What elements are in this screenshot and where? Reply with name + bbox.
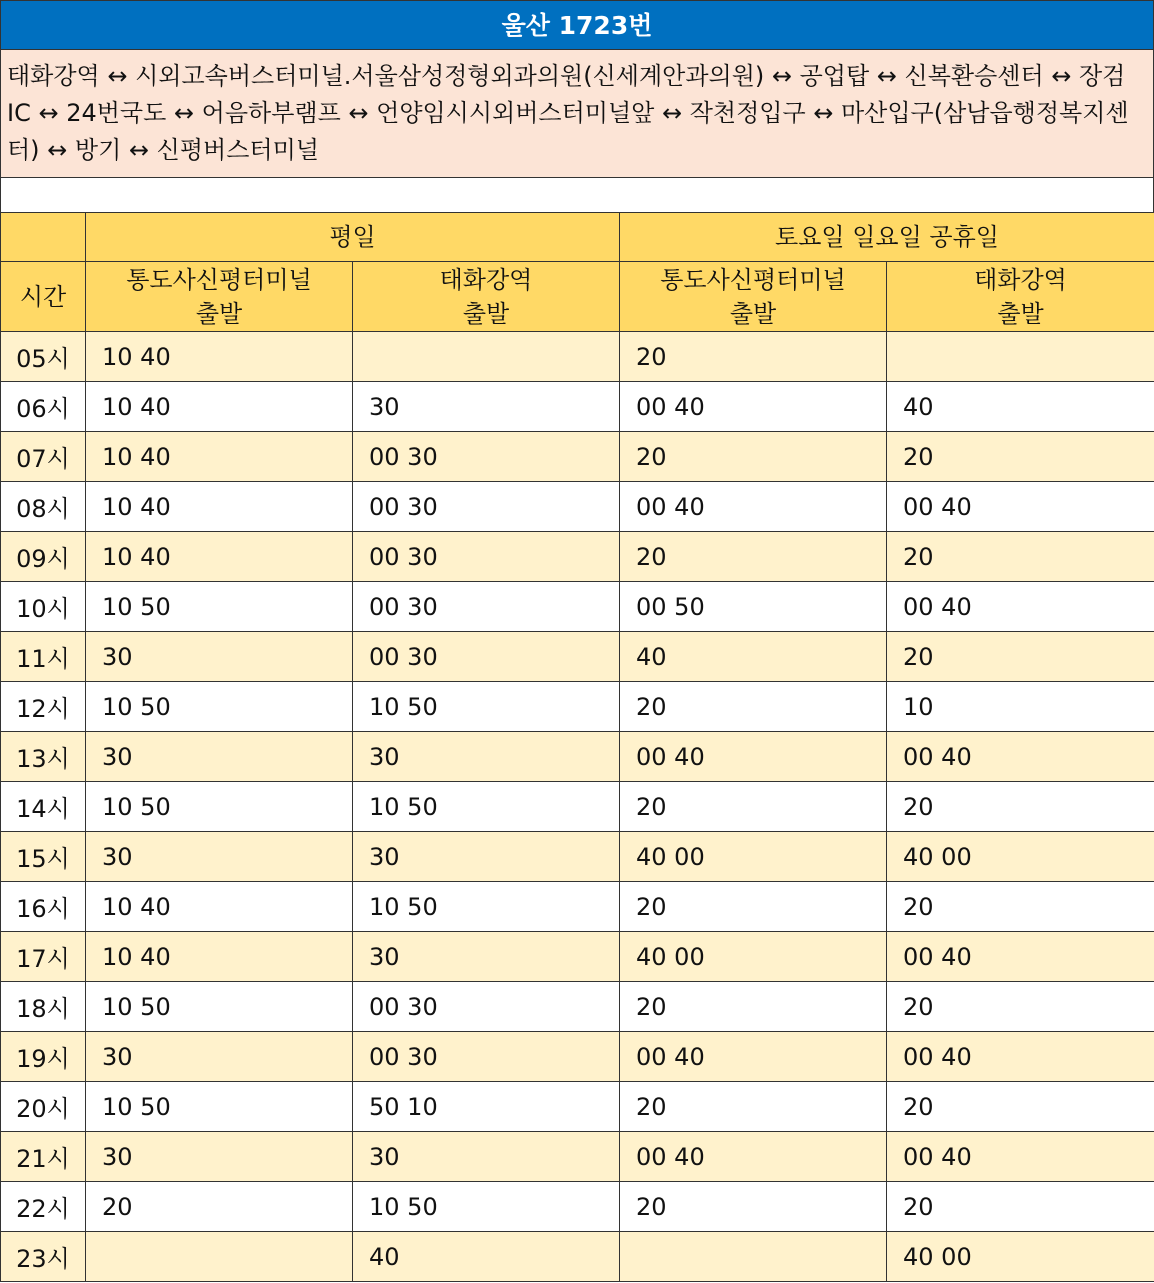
weekend-from-tongdosa-cell: 20 — [620, 432, 887, 482]
weekend-from-tongdosa-cell: 00 40 — [620, 482, 887, 532]
weekday-from-taehwagang-cell: 00 30 — [353, 432, 620, 482]
weekday-from-tongdosa-cell: 10 50 — [86, 682, 353, 732]
hour-cell: 11시 — [1, 632, 86, 682]
weekday-from-taehwagang-cell: 00 30 — [353, 632, 620, 682]
table-row — [1, 382, 1154, 432]
weekend-from-taehwagang-cell: 20 — [887, 632, 1154, 682]
weekday-from-taehwagang-cell: 00 30 — [353, 482, 620, 532]
weekend-from-taehwagang-cell: 00 40 — [887, 932, 1154, 982]
weekend-from-tongdosa-cell: 00 40 — [620, 382, 887, 432]
weekday-from-taehwagang-cell: 00 30 — [353, 1032, 620, 1082]
weekend-from-tongdosa-cell: 20 — [620, 1082, 887, 1132]
weekday-from-tongdosa-cell: 10 50 — [86, 982, 353, 1032]
weekday-from-taehwagang-cell: 50 10 — [353, 1082, 620, 1132]
hour-cell: 07시 — [1, 432, 86, 482]
weekend-from-taehwagang-cell: 20 — [887, 432, 1154, 482]
weekend-from-taehwagang-cell: 20 — [887, 882, 1154, 932]
weekday-from-taehwagang-cell: 00 30 — [353, 532, 620, 582]
weekend-from-taehwagang-cell: 40 00 — [887, 1232, 1154, 1282]
table-row — [1, 1032, 1154, 1082]
header-line2: 출발 — [729, 299, 777, 328]
weekday-from-taehwagang-cell: 30 — [353, 932, 620, 982]
weekend-from-taehwagang-cell: 20 — [887, 1082, 1154, 1132]
hour-header: 시간 — [1, 262, 86, 332]
weekend-from-tongdosa-cell: 20 — [620, 332, 887, 382]
weekday-from-tongdosa-cell: 10 50 — [86, 582, 353, 632]
weekday-from-tongdosa-cell: 10 50 — [86, 782, 353, 832]
weekday-from-tongdosa-cell: 30 — [86, 1032, 353, 1082]
page-title: 울산 1723번 — [0, 0, 1154, 50]
hour-cell: 19시 — [1, 1032, 86, 1082]
hour-cell: 15시 — [1, 832, 86, 882]
weekend-from-taehwagang-cell: 00 40 — [887, 1032, 1154, 1082]
weekday-from-tongdosa-cell: 10 40 — [86, 332, 353, 382]
table-row — [1, 682, 1154, 732]
weekday-from-taehwagang-cell: 10 50 — [353, 1182, 620, 1232]
weekend-from-taehwagang-cell: 20 — [887, 982, 1154, 1032]
weekday-from-taehwagang-header — [353, 262, 620, 332]
weekday-from-tongdosa-cell: 10 40 — [86, 382, 353, 432]
table-row — [1, 732, 1154, 782]
weekend-from-taehwagang-cell — [887, 332, 1154, 382]
weekday-from-taehwagang-cell: 10 50 — [353, 682, 620, 732]
weekday-from-taehwagang-cell: 30 — [353, 1132, 620, 1182]
weekend-from-tongdosa-cell: 20 — [620, 1182, 887, 1232]
weekend-from-taehwagang-cell: 20 — [887, 782, 1154, 832]
weekend-from-taehwagang-cell: 00 40 — [887, 1132, 1154, 1182]
weekend-from-tongdosa-cell: 20 — [620, 882, 887, 932]
weekend-from-taehwagang-cell: 20 — [887, 1182, 1154, 1232]
table-row — [1, 632, 1154, 682]
weekday-from-taehwagang-cell: 10 50 — [353, 882, 620, 932]
timetable — [0, 212, 1154, 1282]
hour-cell: 22시 — [1, 1182, 86, 1232]
weekend-header: 토요일 일요일 공휴일 — [620, 213, 1154, 262]
weekday-from-tongdosa-header — [86, 262, 353, 332]
weekday-from-taehwagang-cell: 30 — [353, 832, 620, 882]
header-line1: 태화강역 — [439, 265, 533, 294]
hour-cell: 12시 — [1, 682, 86, 732]
weekend-from-taehwagang-cell: 10 — [887, 682, 1154, 732]
weekday-from-taehwagang-cell: 30 — [353, 382, 620, 432]
weekday-from-tongdosa-cell: 30 — [86, 732, 353, 782]
weekday-from-tongdosa-cell: 30 — [86, 632, 353, 682]
hour-cell: 18시 — [1, 982, 86, 1032]
weekday-from-taehwagang-cell: 30 — [353, 732, 620, 782]
weekend-from-tongdosa-cell: 20 — [620, 982, 887, 1032]
weekend-from-tongdosa-cell: 00 40 — [620, 1032, 887, 1082]
header-line2: 출발 — [997, 299, 1044, 328]
hour-cell: 10시 — [1, 582, 86, 632]
hour-cell: 16시 — [1, 882, 86, 932]
route-description: 태화강역 ↔ 시외고속버스터미널.서울삼성정형외과의원(신세계안과의원) ↔ 공업탑 ↔ 신복환승센터 ↔ 장검IC ↔ 24번국도 ↔ 어음하부램프 ↔ 언양임시시외버스터미널앞 ↔ 작천정입구 ↔ 마산입구(삼남읍행정복지센터) ↔ 방기 ↔ 신평버스터미널 — [0, 50, 1154, 178]
weekend-from-taehwagang-cell: 00 40 — [887, 482, 1154, 532]
spacer-row — [0, 178, 1154, 212]
weekend-from-tongdosa-cell: 40 — [620, 632, 887, 682]
table-row — [1, 532, 1154, 582]
table-row — [1, 982, 1154, 1032]
weekend-from-tongdosa-cell: 20 — [620, 782, 887, 832]
weekday-from-tongdosa-cell: 30 — [86, 832, 353, 882]
weekday-from-tongdosa-cell: 30 — [86, 1132, 353, 1182]
weekend-from-taehwagang-cell: 40 00 — [887, 832, 1154, 882]
weekend-from-taehwagang-cell: 00 40 — [887, 732, 1154, 782]
header-line2: 출발 — [195, 299, 243, 328]
hour-cell: 06시 — [1, 382, 86, 432]
weekend-from-tongdosa-cell: 40 00 — [620, 932, 887, 982]
weekday-from-tongdosa-cell: 20 — [86, 1182, 353, 1232]
weekday-from-tongdosa-cell: 10 40 — [86, 532, 353, 582]
table-row — [1, 1182, 1154, 1232]
hour-header-blank — [1, 213, 86, 262]
weekend-from-taehwagang-cell: 20 — [887, 532, 1154, 582]
header-line1: 태화강역 — [974, 265, 1067, 294]
weekend-from-tongdosa-cell — [620, 1232, 887, 1282]
table-row — [1, 832, 1154, 882]
weekend-from-tongdosa-cell: 00 40 — [620, 1132, 887, 1182]
weekday-from-tongdosa-cell — [86, 1232, 353, 1282]
header-line2: 출발 — [462, 299, 510, 328]
weekday-from-taehwagang-cell: 00 30 — [353, 582, 620, 632]
hour-cell: 13시 — [1, 732, 86, 782]
weekday-from-taehwagang-cell: 00 30 — [353, 982, 620, 1032]
weekday-from-tongdosa-cell: 10 40 — [86, 882, 353, 932]
weekday-from-tongdosa-cell: 10 40 — [86, 932, 353, 982]
weekday-from-taehwagang-cell: 40 — [353, 1232, 620, 1282]
weekend-from-tongdosa-cell: 20 — [620, 682, 887, 732]
hour-cell: 05시 — [1, 332, 86, 382]
table-row — [1, 1132, 1154, 1182]
table-row — [1, 932, 1154, 982]
weekend-from-tongdosa-header — [620, 262, 887, 332]
hour-cell: 17시 — [1, 932, 86, 982]
hour-cell: 08시 — [1, 482, 86, 532]
table-row — [1, 1082, 1154, 1132]
weekend-from-taehwagang-cell: 00 40 — [887, 582, 1154, 632]
table-row — [1, 432, 1154, 482]
weekday-header: 평일 — [86, 213, 620, 262]
hour-cell: 23시 — [1, 1232, 86, 1282]
header-line1: 통도사신평터미널 — [126, 265, 312, 294]
hour-cell: 20시 — [1, 1082, 86, 1132]
weekday-from-tongdosa-cell: 10 40 — [86, 482, 353, 532]
table-row — [1, 882, 1154, 932]
weekday-from-tongdosa-cell: 10 40 — [86, 432, 353, 482]
table-row — [1, 582, 1154, 632]
weekend-from-taehwagang-cell: 40 — [887, 382, 1154, 432]
weekday-from-taehwagang-cell — [353, 332, 620, 382]
hour-cell: 09시 — [1, 532, 86, 582]
table-row — [1, 482, 1154, 532]
hour-cell: 14시 — [1, 782, 86, 832]
table-row — [1, 332, 1154, 382]
weekend-from-tongdosa-cell: 00 40 — [620, 732, 887, 782]
weekend-from-tongdosa-cell: 40 00 — [620, 832, 887, 882]
table-row — [1, 1232, 1154, 1282]
weekend-from-tongdosa-cell: 20 — [620, 532, 887, 582]
weekday-from-tongdosa-cell: 10 50 — [86, 1082, 353, 1132]
header-line1: 통도사신평터미널 — [660, 265, 846, 294]
weekend-from-tongdosa-cell: 00 50 — [620, 582, 887, 632]
hour-cell: 21시 — [1, 1132, 86, 1182]
weekday-from-taehwagang-cell: 10 50 — [353, 782, 620, 832]
table-row — [1, 782, 1154, 832]
weekend-from-taehwagang-header — [887, 262, 1154, 332]
